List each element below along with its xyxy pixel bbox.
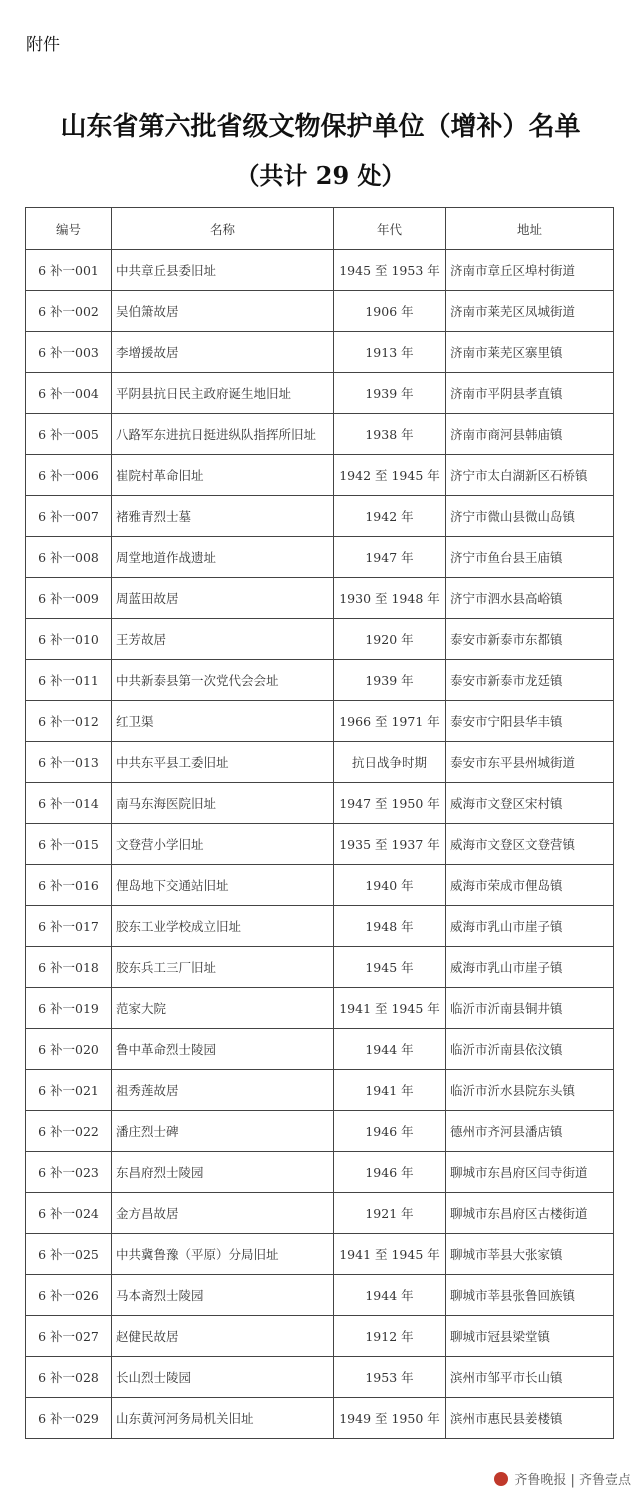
cell-era: 1913 年 [334,332,446,373]
table-row [26,414,614,455]
column-header-number: 编号 [26,208,112,250]
cell-era: 1941 至 1945 年 [334,1234,446,1275]
cell-number: 6 补一004 [26,373,112,414]
cell-name: 鲁中革命烈士陵园 [112,1029,334,1070]
cell-era: 1947 年 [334,537,446,578]
cell-address: 济南市平阴县孝直镇 [446,373,614,414]
cell-number: 6 补一018 [26,947,112,988]
cell-name: 潘庄烈士碑 [112,1111,334,1152]
cell-number: 6 补一023 [26,1152,112,1193]
cell-number: 6 补一022 [26,1111,112,1152]
cell-name: 周蓝田故居 [112,578,334,619]
table-row [26,660,614,701]
cell-address: 聊城市莘县大张家镇 [446,1234,614,1275]
cell-number: 6 补一005 [26,414,112,455]
cell-number: 6 补一009 [26,578,112,619]
cell-address: 威海市乳山市崖子镇 [446,947,614,988]
table-row [26,1152,614,1193]
cell-number: 6 补一002 [26,291,112,332]
cell-name: 长山烈士陵园 [112,1357,334,1398]
cell-name: 周堂地道作战遗址 [112,537,334,578]
watermark [494,1469,631,1488]
cell-address: 济宁市太白湖新区石桥镇 [446,455,614,496]
table-row [26,1111,614,1152]
table-row [26,1029,614,1070]
cell-era: 1946 年 [334,1111,446,1152]
cell-era: 1953 年 [334,1357,446,1398]
cell-address: 威海市文登区宋村镇 [446,783,614,824]
cell-name: 中共章丘县委旧址 [112,250,334,291]
cell-name: 胶东兵工三厂旧址 [112,947,334,988]
cell-number: 6 补一021 [26,1070,112,1111]
cell-address: 泰安市新泰市东都镇 [446,619,614,660]
cell-number: 6 补一016 [26,865,112,906]
table-row [26,1357,614,1398]
cell-number: 6 补一011 [26,660,112,701]
cell-era: 1945 年 [334,947,446,988]
cell-address: 济宁市微山县微山岛镇 [446,496,614,537]
table-row [26,1070,614,1111]
cell-era: 1939 年 [334,660,446,701]
cell-address: 威海市文登区文登营镇 [446,824,614,865]
table-row [26,1398,614,1439]
cell-name: 祖秀莲故居 [112,1070,334,1111]
cell-name: 吴伯箫故居 [112,291,334,332]
cell-number: 6 补一006 [26,455,112,496]
cell-era: 1940 年 [334,865,446,906]
cell-address: 威海市荣成市俚岛镇 [446,865,614,906]
table-row [26,619,614,660]
table-row [26,373,614,414]
cell-name: 文登营小学旧址 [112,824,334,865]
table-row [26,1275,614,1316]
cell-number: 6 补一012 [26,701,112,742]
cell-number: 6 补一026 [26,1275,112,1316]
table-row [26,906,614,947]
cell-address: 威海市乳山市崖子镇 [446,906,614,947]
cell-address: 临沂市沂水县院东头镇 [446,1070,614,1111]
cell-number: 6 补一015 [26,824,112,865]
cell-name: 中共新泰县第一次党代会会址 [112,660,334,701]
document-title: 山东省第六批省级文物保护单位（增补）名单 [60,112,581,142]
document-subtitle: （共计 29 处） [235,161,406,190]
table-row [26,1316,614,1357]
cell-era: 1944 年 [334,1275,446,1316]
cell-name: 东昌府烈士陵园 [112,1152,334,1193]
cell-era: 1947 至 1950 年 [334,783,446,824]
cell-number: 6 补一025 [26,1234,112,1275]
attachment-label: 附件 [26,35,60,55]
cell-era: 1948 年 [334,906,446,947]
cell-era: 1921 年 [334,1193,446,1234]
cell-name: 赵健民故居 [112,1316,334,1357]
column-header-era: 年代 [334,208,446,250]
table-row [26,865,614,906]
cell-number: 6 补一027 [26,1316,112,1357]
media-logo-icon [494,1472,508,1486]
table-row [26,742,614,783]
cell-name: 胶东工业学校成立旧址 [112,906,334,947]
cell-era: 1930 至 1948 年 [334,578,446,619]
table-row [26,824,614,865]
cell-name: 俚岛地下交通站旧址 [112,865,334,906]
cell-number: 6 补一003 [26,332,112,373]
cell-number: 6 补一010 [26,619,112,660]
cell-address: 滨州市邹平市长山镇 [446,1357,614,1398]
cell-address: 济南市莱芜区寨里镇 [446,332,614,373]
cell-address: 济南市章丘区埠村街道 [446,250,614,291]
cell-address: 济南市莱芜区凤城街道 [446,291,614,332]
cell-address: 济宁市鱼台县王庙镇 [446,537,614,578]
cell-name: 金方昌故居 [112,1193,334,1234]
cell-address: 聊城市东昌府区古楼街道 [446,1193,614,1234]
cell-address: 临沂市沂南县铜井镇 [446,988,614,1029]
cell-number: 6 补一028 [26,1357,112,1398]
cell-era: 1941 年 [334,1070,446,1111]
cell-name: 平阴县抗日民主政府诞生地旧址 [112,373,334,414]
cell-era: 1949 至 1950 年 [334,1398,446,1439]
cell-era: 1944 年 [334,1029,446,1070]
cell-number: 6 补一014 [26,783,112,824]
cell-address: 泰安市东平县州城街道 [446,742,614,783]
cell-number: 6 补一013 [26,742,112,783]
cell-era: 1966 至 1971 年 [334,701,446,742]
cell-number: 6 补一008 [26,537,112,578]
table-header-row [26,208,614,250]
table-row [26,988,614,1029]
heritage-list-table [25,207,614,1439]
watermark-text: 齐鲁晚报 | 齐鲁壹点 [514,1473,631,1488]
cell-era: 1941 至 1945 年 [334,988,446,1029]
cell-number: 6 补一001 [26,250,112,291]
cell-address: 聊城市冠县梁堂镇 [446,1316,614,1357]
cell-address: 临沂市沂南县依汶镇 [446,1029,614,1070]
cell-name: 山东黄河河务局机关旧址 [112,1398,334,1439]
table-body [26,250,614,1439]
table-row [26,537,614,578]
table-row [26,947,614,988]
cell-number: 6 补一024 [26,1193,112,1234]
cell-number: 6 补一020 [26,1029,112,1070]
cell-name: 中共冀鲁豫（平原）分局旧址 [112,1234,334,1275]
cell-address: 德州市齐河县潘店镇 [446,1111,614,1152]
table-row [26,250,614,291]
cell-name: 褚雅青烈士墓 [112,496,334,537]
cell-number: 6 补一019 [26,988,112,1029]
cell-number: 6 补一007 [26,496,112,537]
table-row [26,701,614,742]
table-row [26,1193,614,1234]
cell-era: 1920 年 [334,619,446,660]
cell-number: 6 补一017 [26,906,112,947]
cell-number: 6 补一029 [26,1398,112,1439]
column-header-address: 地址 [446,208,614,250]
cell-name: 马本斋烈士陵园 [112,1275,334,1316]
cell-address: 滨州市惠民县姜楼镇 [446,1398,614,1439]
cell-era: 1942 至 1945 年 [334,455,446,496]
cell-name: 中共东平县工委旧址 [112,742,334,783]
cell-address: 济南市商河县韩庙镇 [446,414,614,455]
cell-name: 八路军东进抗日挺进纵队指挥所旧址 [112,414,334,455]
table-row [26,783,614,824]
cell-era: 1912 年 [334,1316,446,1357]
cell-address: 济宁市泗水县高峪镇 [446,578,614,619]
cell-era: 1935 至 1937 年 [334,824,446,865]
column-header-name: 名称 [112,208,334,250]
cell-name: 崔院村革命旧址 [112,455,334,496]
cell-era: 1946 年 [334,1152,446,1193]
table-row [26,455,614,496]
cell-name: 李增援故居 [112,332,334,373]
table-row [26,291,614,332]
cell-era: 1906 年 [334,291,446,332]
cell-address: 聊城市莘县张鲁回族镇 [446,1275,614,1316]
cell-address: 泰安市宁阳县华丰镇 [446,701,614,742]
cell-name: 红卫渠 [112,701,334,742]
cell-era: 1942 年 [334,496,446,537]
cell-address: 聊城市东昌府区闫寺街道 [446,1152,614,1193]
cell-name: 王芳故居 [112,619,334,660]
table-row [26,1234,614,1275]
cell-address: 泰安市新泰市龙廷镇 [446,660,614,701]
table-row [26,496,614,537]
cell-era: 1945 至 1953 年 [334,250,446,291]
cell-name: 南马东海医院旧址 [112,783,334,824]
cell-name: 范家大院 [112,988,334,1029]
cell-era: 1938 年 [334,414,446,455]
cell-era: 1939 年 [334,373,446,414]
table-row [26,578,614,619]
table-row [26,332,614,373]
cell-era: 抗日战争时期 [334,742,446,783]
